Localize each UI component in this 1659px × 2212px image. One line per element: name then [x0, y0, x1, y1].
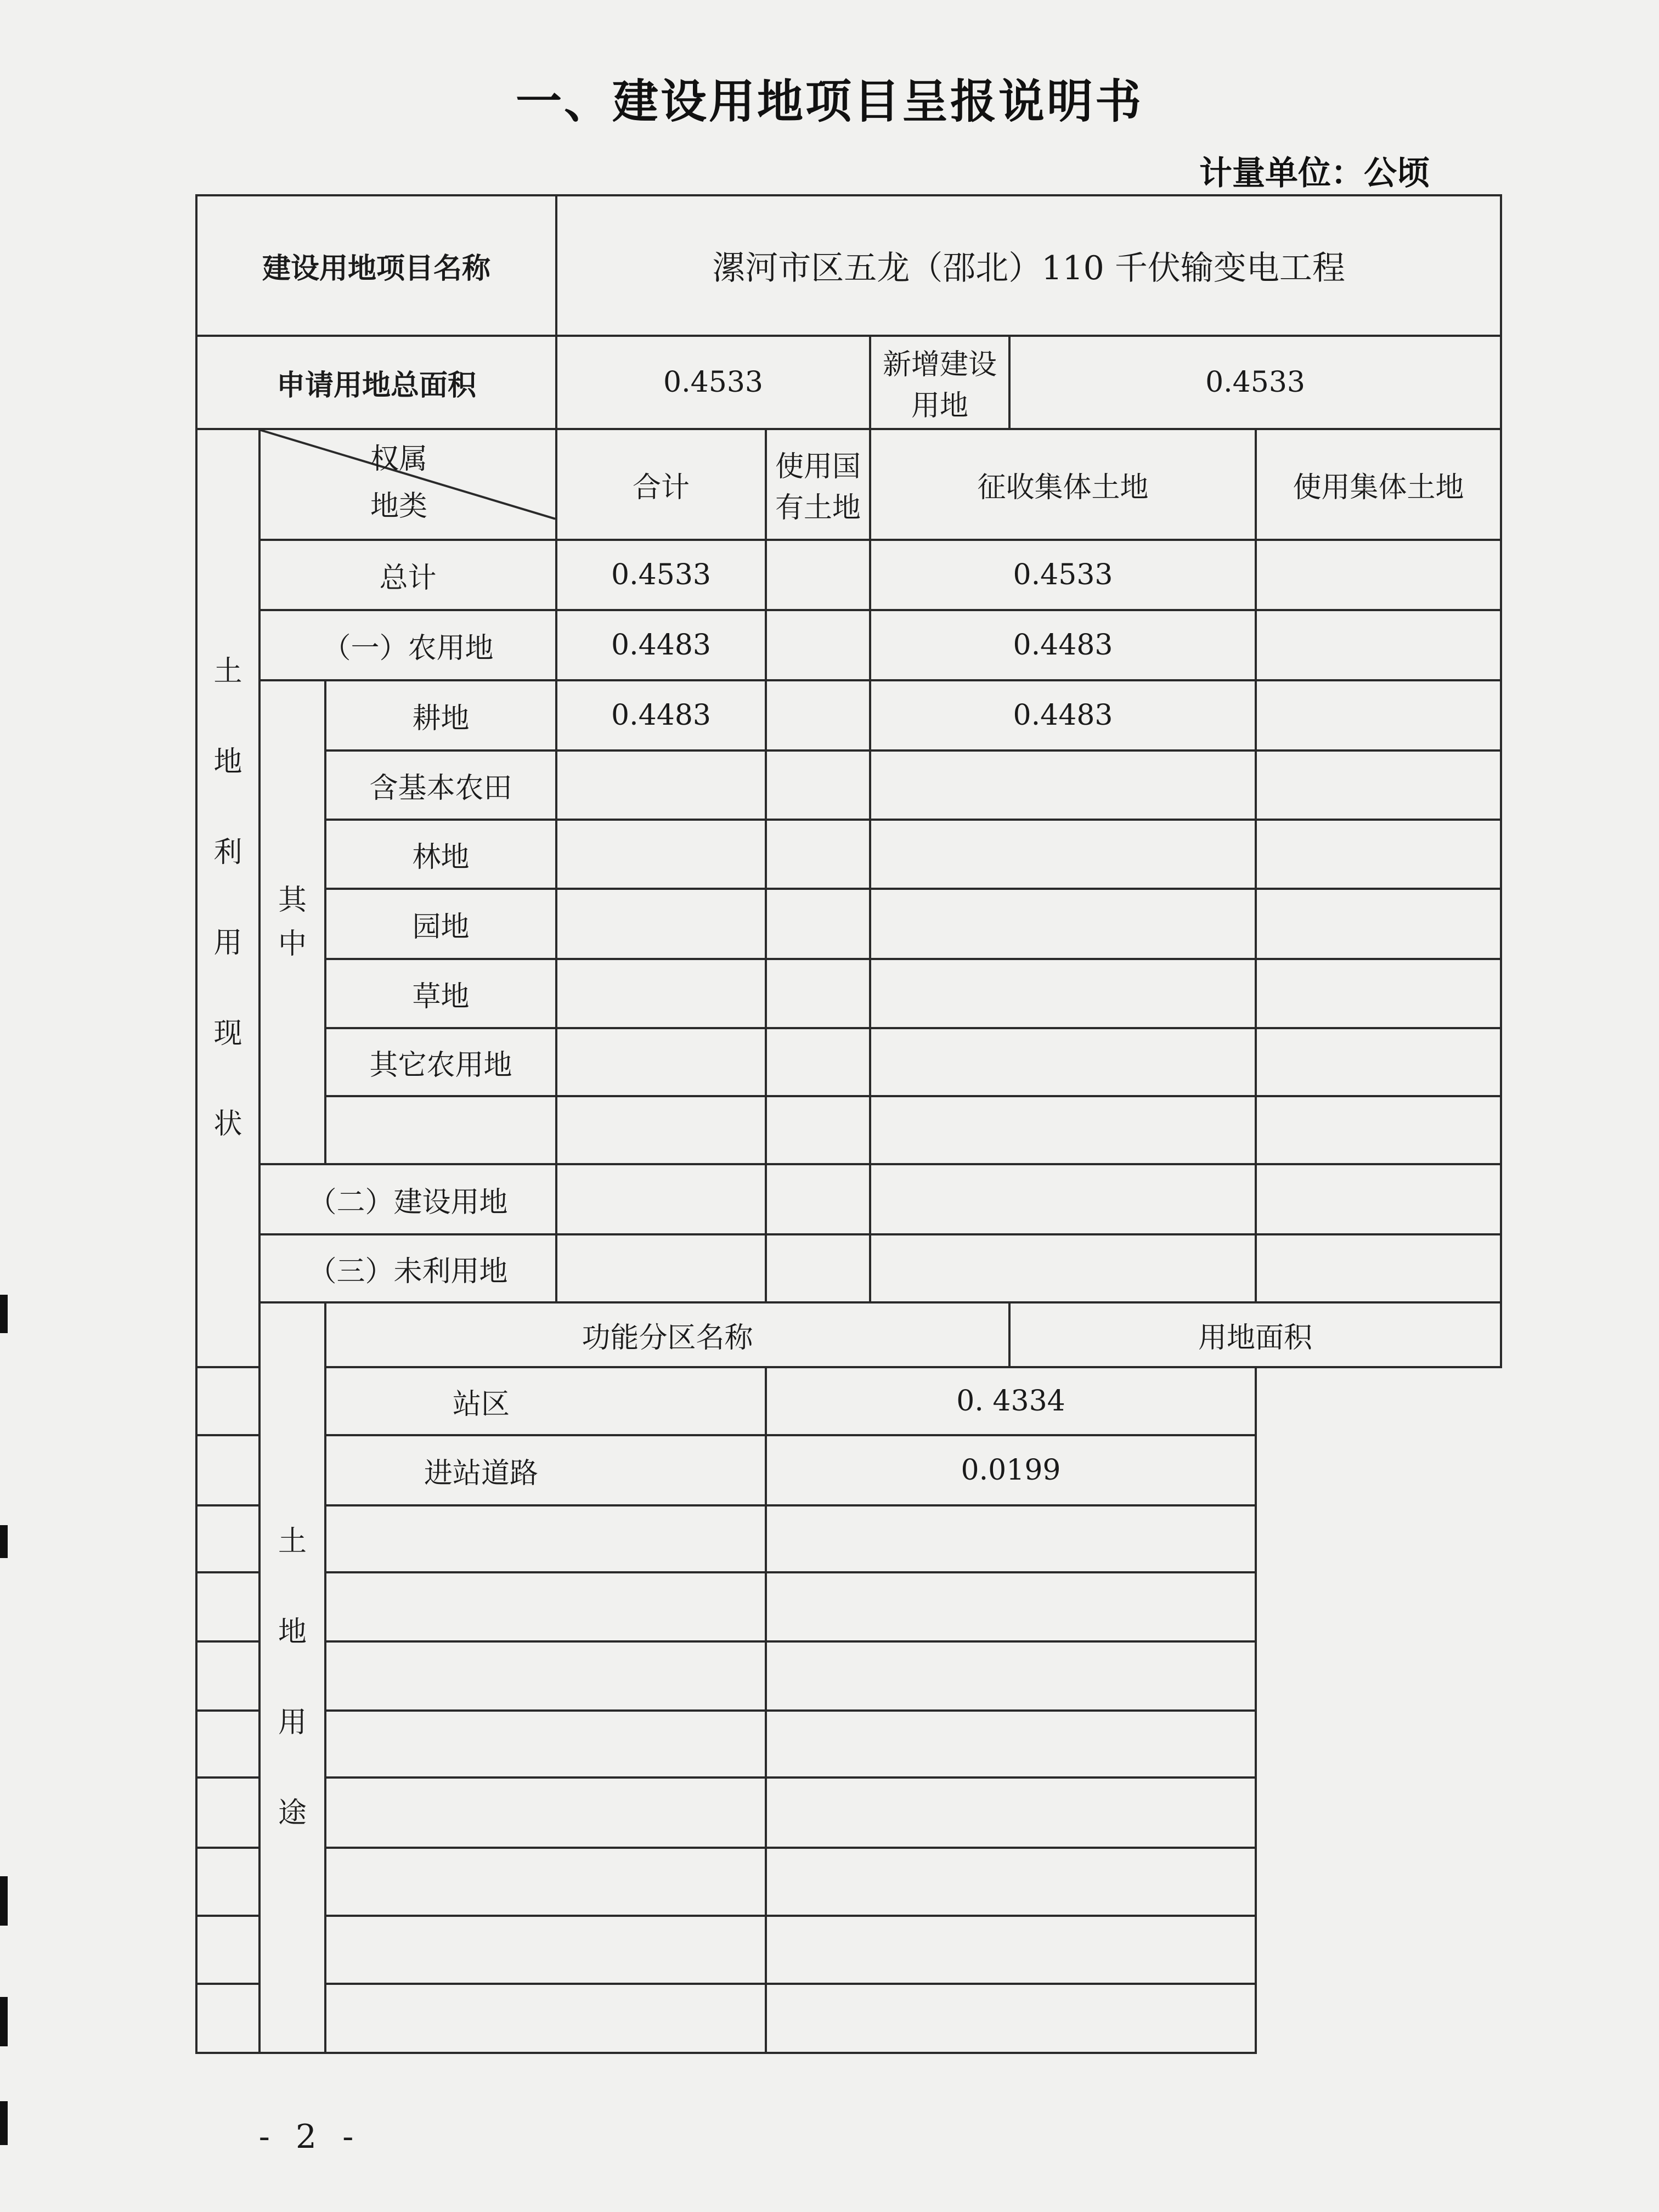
of-which-label: 其 中	[259, 680, 325, 1164]
project-form-table	[195, 194, 1502, 2054]
zone-area-1: 0.0199	[766, 1435, 1256, 1505]
zone-area-0: 0. 4334	[766, 1367, 1256, 1435]
row-forest-label: 林地	[325, 820, 556, 889]
header-zone-name: 功能分区名称	[325, 1302, 1009, 1367]
page-number: - 2 -	[258, 2118, 362, 2156]
row-farmland-sum: 0.4483	[556, 610, 766, 680]
new-construction-label: 新增建设用地	[870, 336, 1009, 429]
zone-name-1: 进站道路	[196, 1435, 766, 1505]
table-row	[196, 610, 1501, 680]
row-farmland-collective-use	[1256, 610, 1501, 680]
binder-mark	[0, 2101, 8, 2145]
table-row	[196, 1572, 1501, 1641]
row-cultivated-label: 耕地	[325, 680, 556, 751]
binder-mark	[0, 1295, 8, 1333]
table-row	[196, 1164, 1501, 1234]
table-row	[196, 1916, 1501, 1984]
table-row	[196, 1367, 1501, 1435]
binder-mark	[0, 1876, 8, 1926]
row-cultivated-expropriate: 0.4483	[870, 680, 1256, 751]
row-garden-label: 园地	[325, 889, 556, 959]
project-name-value: 漯河市区五龙（邵北）110 千伏输变电工程	[556, 195, 1501, 336]
header-collective-expropriate: 征收集体土地	[870, 429, 1256, 540]
ownership-category-header	[259, 429, 556, 540]
total-area-value: 0.4533	[556, 336, 870, 429]
table-row	[196, 1435, 1501, 1505]
measurement-unit: 计量单位：公顷	[1199, 154, 1430, 193]
land-status-section-label: 土 地 利 用 现 状	[196, 429, 259, 1367]
row-total-state	[766, 540, 870, 610]
total-area-label: 申请用地总面积	[196, 336, 556, 429]
binder-mark	[0, 1525, 8, 1558]
row-cultivated-state	[766, 680, 870, 751]
table-row	[196, 1505, 1501, 1572]
land-status-header-row	[196, 429, 1501, 540]
land-use-section-label: 土 地 用 途	[259, 1302, 325, 2053]
table-row	[196, 1778, 1501, 1848]
row-cultivated-collective-use	[1256, 680, 1501, 751]
table-row	[196, 751, 1501, 820]
zone-name-0: 站区	[196, 1367, 766, 1435]
table-row	[196, 1984, 1501, 2053]
project-name-row	[196, 195, 1501, 336]
table-row	[196, 680, 1501, 751]
category-label: 地类	[370, 490, 428, 523]
row-grass-label: 草地	[325, 959, 556, 1028]
land-use-header-row	[196, 1302, 1501, 1367]
table-row	[196, 959, 1501, 1028]
new-construction-value: 0.4533	[1009, 336, 1501, 429]
row-total-expropriate: 0.4533	[870, 540, 1256, 610]
row-basic-farmland-label: 含基本农田	[325, 751, 556, 820]
header-zone-area: 用地面积	[1009, 1302, 1501, 1367]
table-row	[196, 889, 1501, 959]
ownership-label: 权属	[370, 443, 428, 476]
row-construction-label: （二）建设用地	[259, 1164, 556, 1234]
table-row	[196, 820, 1501, 889]
row-farmland-state	[766, 610, 870, 680]
row-cultivated-sum: 0.4483	[556, 680, 766, 751]
table-row	[196, 1028, 1501, 1096]
row-unused-label: （三）未利用地	[259, 1234, 556, 1302]
row-total-collective-use	[1256, 540, 1501, 610]
total-area-row	[196, 336, 1501, 429]
binder-mark	[0, 1997, 8, 2046]
row-farmland-expropriate: 0.4483	[870, 610, 1256, 680]
header-collective-use: 使用集体土地	[1256, 429, 1501, 540]
table-row	[196, 1096, 1501, 1164]
table-row	[196, 1641, 1501, 1711]
table-row	[196, 1848, 1501, 1916]
row-total-label: 总计	[259, 540, 556, 610]
table-row	[196, 540, 1501, 610]
header-state-land: 使用国有土地	[766, 429, 870, 540]
table-row	[196, 1711, 1501, 1778]
row-total-sum: 0.4533	[556, 540, 766, 610]
row-other-farm-label: 其它农用地	[325, 1028, 556, 1096]
project-name-label: 建设用地项目名称	[196, 195, 556, 336]
table-row	[196, 1234, 1501, 1302]
header-total: 合计	[556, 429, 766, 540]
row-farmland-label: （一）农用地	[259, 610, 556, 680]
document-title: 一、建设用地项目呈报说明书	[515, 75, 1143, 128]
